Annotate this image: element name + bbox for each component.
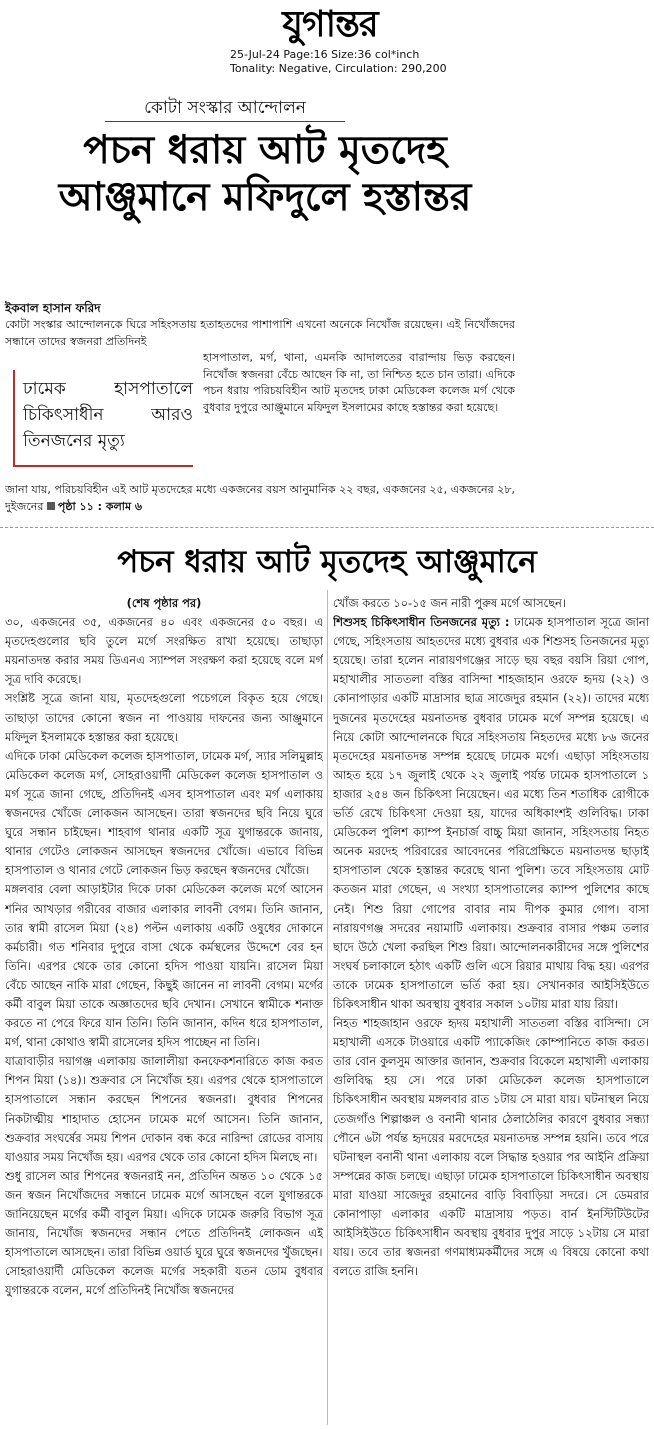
subhead: শিশুসহ চিকিৎসাধীন তিনজনের মৃত্যু :	[333, 615, 510, 630]
left-column	[5, 594, 323, 1424]
kicker: কোটা সংস্কার আন্দোলন	[105, 95, 345, 122]
right-column	[333, 594, 649, 1429]
paragraph: সোহরাওয়ার্দী মেডিকেল কলেজ মর্গের সহকারী যতন ডোম বুধবার যুগান্তরকে বলেন, মর্গে প্রতিদিনই নিখোঁজ স্বজনদের	[5, 1264, 323, 1298]
continuation-headline: পচন ধরায় আট মৃতদেহ আঞ্জুমানে	[117, 544, 537, 580]
paragraph: মঙ্গলবার বেলা আড়াইটার দিকে ঢাকা মেডিকেল কলেজ মর্গে আসেন শনির আখড়ার গরীবের বাজার এলাকার লাবনী বেগম। তিনি জানান, তার স্বামী রাসেল মিয়া (২৪) পল্টন এলাকায় একটি ওষুধের দোকানে কর্মচারী। গত শনিবার দুপুরে বাসা থেকে কর্মস্থলের উদ্দেশে বের হন তিনি। এরপর থেকে তার কোনো হদিস পাওয়া যায়নি। রাসেল মিয়া বেঁচে আছেন নাকি মারা গেছেন, কিছুই জানেন না লাবনী বেগম। মর্গের কর্মী বাবুল মিয়া তাকে অজ্ঞাতদের ছবি দেখান। সেখানে স্বামীকে শনাক্ত করতে না পেরে ফিরে যান তিনি। তিনি জানান, কদিন ধরে হাসপাতাল, মর্গ, থানা কোথাও স্বামী রাসেলের হদিস পাচ্ছেন না তিনি।	[5, 882, 323, 1050]
front-page-clip	[5, 95, 525, 523]
paragraph-with-subhead	[333, 613, 649, 1014]
paragraph: শুধু রাসেল আর শিপনের স্বজনরাই নন, প্রতিদিন অন্তত ১০ থেকে ১৫ জন স্বজন নিখোঁজদের সন্ধানে ঢামেক মর্গে আসছেন বলে যুগান্তরকে জানিয়েছেন মর্গের কর্মী বাবুল মিয়া। এদিকে ঢামেক জরুরি বিভাগ সূত্র জানায়, নিখোঁজ স্বজনদের সন্ধান পেতে প্রতিদিনই লোকজন এই হাসপাতালে আসছেন। তারা বিভিন্ন ওয়ার্ড ঘুরে ঘুরে স্বজনদের খুঁজছেন।	[5, 1168, 323, 1260]
paragraph: ৩০, একজনের ৩৫, একজনের ৪০ এবং একজনের ৫০ বছর। এ মৃতদেহগুলোর ছবি তুলে মর্গে সংরক্ষিত রাখা হয়েছে। তাছাড়া ময়নাতদন্ত করার সময় ডিএনএ স্যাম্পল সংরক্ষণ করা হয়েছে বলে মর্গ সূত্র দাবি করেছে।	[5, 615, 323, 687]
meta-line-tonality: Tonality: Negative, Circulation: 290,200	[230, 62, 447, 75]
masthead	[0, 0, 654, 95]
jump-reference-text: পৃষ্ঠা ১১ : কলাম ৬	[57, 499, 143, 513]
square-bullet-icon	[47, 502, 55, 510]
clip-body	[5, 317, 515, 517]
clip-metadata	[230, 48, 447, 76]
byline: ইকবাল হাসান ফরিদ	[5, 301, 101, 315]
jump-reference	[47, 500, 142, 513]
main-headline: পচন ধরায় আট মৃতদেহ আঞ্জুমানে মফিদুলে হস্তান্তর	[58, 128, 472, 220]
paragraph: সংশ্লিষ্ট সূত্রে জানা যায়, মৃতদেহগুলো পচেগলে বিকৃত হয়ে গেছে। তাছাড়া তাদের কোনো স্বজন না পাওয়ায় দাফনের জন্য আঞ্জুমানে মফিদুল ইসলামকে হস্তান্তর করা হয়েছে।	[5, 691, 323, 744]
paragraph-text: ঢামেক হাসপাতাল সূত্রে জানা গেছে, সহিংসতায় আহতদের মধ্যে বুধবার এক শিশুসহ তিনজনের মৃত্যু হয়েছে। তারা হলেন নারায়ণগঞ্জের সাড়ে ছয় বছর বয়সি রিয়া গোপ, মহাখালীর সাততলা বস্তির বাসিন্দা শাহজাহান ওরফে হৃদয় (২২) ও কোনাপাড়ার একটি মাদ্রাসার ছাত্র সাজেদুর রহমান (২২)। তাদের মধ্যে দুজনের মৃতদেহের ময়নাতদন্ত বুধবার ঢামেক মর্গে সম্পন্ন হয়েছে। এ নিয়ে কোটা আন্দোলনকে ঘিরে সহিংসতায় নিহতদের মধ্যে ৮৬ জনের মৃতদেহের ময়নাতদন্ত সম্পন্ন হয়েছে ঢামেক মর্গে। এছাড়া সহিংসতায় আহত হয়ে ১৭ জুলাই থেকে ২২ জুলাই পর্যন্ত ঢামেক হাসপাতালে ১ হাজার ২৫৪ জন চিকিৎসা নিয়েছেন। এর মধ্যে তিন শতাধিক রোগীকে ভর্তি রেখে চিকিৎসা দেওয়া হয়, যাদের অধিকাংশই গুলিবিদ্ধ। ঢাকা মেডিকেল পুলিশ ক্যাম্প ইনচার্জ বাচ্চু মিয়া জানান, সহিংসতায় নিহত অনেক মরদেহ পরিবারের আবেদনের পরিপ্রেক্ষিতে ময়নাতদন্ত ছাড়াই হাসপাতাল থেকে হস্তান্তর করেছে থানা পুলিশ। তবে সহিংসতায় মোট কতজন মারা গেছেন, এ সংখ্যা হাসপাতালের ক্যাম্প পুলিশের কাছে নেই। শিশু রিয়া গোপের বাবার নাম দীপক কুমার গোপ। বাসা নারায়ণগঞ্জ সদরের নয়ামাটি এলাকায়। শুক্রবার বাসার পঞ্চম তলার ছাদে উঠে খেলা করছিল শিশু রিয়া। আন্দোলনকারীদের সঙ্গে পুলিশের সংঘর্ষ চলাকালে হঠাৎ একটি গুলি এসে রিয়ার মাথায় বিদ্ধ হয়। এরপর তাকে ঢামেক হাসপাতালে ভর্তি করা হয়। সেখানকার আইসিইউতে চিকিৎসাধীন থাকা অবস্থায় বুধবার সকাল ১০টায় মারা যায় রিয়া।	[333, 615, 649, 1011]
column-rule	[327, 590, 328, 1425]
paragraph: নিহত শাহজাহান ওরফে হৃদয় মহাখালী সাততলা বস্তির বাসিন্দা। সে মহাখালী এসকে টাওয়ারে একটি প্যাকেজিং কোম্পানিতে কাজ করত। তার বোন কুলসুম আক্তার জানান, শুক্রবার বিকেলে মহাখালী এলাকায় গুলিবিদ্ধ হয় সে। পরে ঢাকা মেডিকেল কলেজ হাসপাতালে চিকিৎসাধীন অবস্থায় মঙ্গলবার রাত ১টায় সে মারা যায়। ঘটনাস্থল নিয়ে তেজগাঁও শিল্পাঞ্চল ও বনানী থানার ঠেলাঠেলির কারণে বুধবার সন্ধ্যা পৌনে ৬টা পর্যন্ত হৃদয়ের মরদেহের ময়নাতদন্ত সম্পন্ন হয়নি। তবে পরে ঘটনাস্থল বনানী থানা এলাকায় বলে সিদ্ধান্ত হওয়ার পর আইনি প্রক্রিয়া সম্পন্নের কাজ চলছে। এছাড়া ঢামেক হাসপাতালে চিকিৎসাধীন অবস্থায় মারা যাওয়া সাজেদুর রহমানের বাড়ি বিবাড়িয়া সদরে। সে ডেমরার কোনাপাড়া এলাকার একটি মাদ্রাসায় পড়ত। বার্ন ইনস্টিটিউটের আইসিইউতে চিকিৎসাধীন অবস্থায় বুধবার দুপুর সাড়ে ১২টায় সে মারা যায়। তবে তার স্বজনরা গণমাধ্যমকর্মীদের সঙ্গে এ বিষয়ে কোনো কথা বলতে রাজি হননি।	[333, 1016, 649, 1279]
continued-note: (শেষ পৃষ্ঠার পর)	[126, 596, 202, 610]
clip-paragraph-text: জানা যায়, পরিচয়বিহীন এই আট মৃতদেহের মধ্যে একজনের বয়স আনুমানিক ২২ বছর, একজনের ২৫, একজনের ২৮, দুইজনের	[5, 483, 515, 513]
clip-paragraph: হাসপাতাল, মর্গ, থানা, এমনকি আদালতের বারান্দায় ভিড় করছেন। নিখোঁজ স্বজনরা বেঁচে আছেন কি না, তা নিশ্চিত হতে চান তারা। এদিকে পচন ধরায় পরিচয়বিহীন আট মৃতদেহ ঢাকা মেডিকেল কলেজ মর্গ থেকে বুধবার দুপুরে আঞ্জুমানে মফিদুল ইসলামের কাছে হস্তান্তর করা হয়েছে।	[203, 351, 515, 414]
sidebar-box: ঢামেক হাসপাতালে চিকিৎসাধীন আরও তিনজনের মৃত্যু	[13, 370, 193, 467]
newspaper-logo: যুগান্তর	[282, 3, 378, 45]
meta-line-date-page: 25-Jul-24 Page:16 Size:36 col*inch	[230, 48, 420, 61]
paragraph: এদিকে ঢাকা মেডিকেল কলেজ হাসপাতাল, ঢামেক মর্গ, স্যার সলিমুল্লাহ মেডিকেল কলেজ মর্গ, সোহরাওয়ার্দী মেডিকেল কলেজ হাসপাতাল ও মর্গ সূত্রে জানা গেছে, প্রতিদিনই এসব হাসপাতাল এবং মর্গ এলাকায় স্বজনদের খোঁজে লোকজন আসছেন। তারা স্বজনদের ছবি নিয়ে ঘুরে ঘুরে সন্ধান চাইছেন। শাহবাগ থানার একটি সূত্র যুগান্তরকে জানায়, থানার গেটেও লোকজন আসছেন স্বজনদের খোঁজে। এভাবে বিভিন্ন হাসপাতাল ও থানার গেটে লোকজন ভিড় করছেন স্বজনদের খোঁজে।	[5, 748, 323, 878]
paragraph: খোঁজ করতে ১০-১৫ জন নারী পুরুষ মর্গে আসছেন।	[333, 596, 566, 610]
clip-paragraph-end	[5, 482, 515, 515]
clip-paragraph: কোটা সংস্কার আন্দোলনকে ঘিরে সহিংসতায় হতাহতদের পাশাপাশি এখনো অনেকে নিখোঁজ রয়েছেন। এই নিখোঁজদের সন্ধানে তাদের স্বজনরা প্রতিদিনই	[5, 318, 515, 348]
paragraph: যাত্রাবাড়ীর দয়াগঞ্জ এলাকায় জালালীয়া কনফেকশনারিতে কাজ করত শিপন মিয়া (১৪)। শুক্রবার সে নিখোঁজ হয়। এরপর থেকে হাসপাতালে হাসপাতালে সন্ধান করছেন শিপনের স্বজনরা। বুধবার শিপনের নিকটাত্মীয় শাহাদাত হোসেন ঢামেক মর্গে আসেন। তিনি জানান, শুক্রবার সংঘর্ষের সময় শিপন দোকান বন্ধ করে নারিন্দা রোডের বাসায় যাওয়ার সময় নিখোঁজ হয়। এরপর থেকে তার কোনো হদিস মিলছে না।	[5, 1054, 323, 1164]
